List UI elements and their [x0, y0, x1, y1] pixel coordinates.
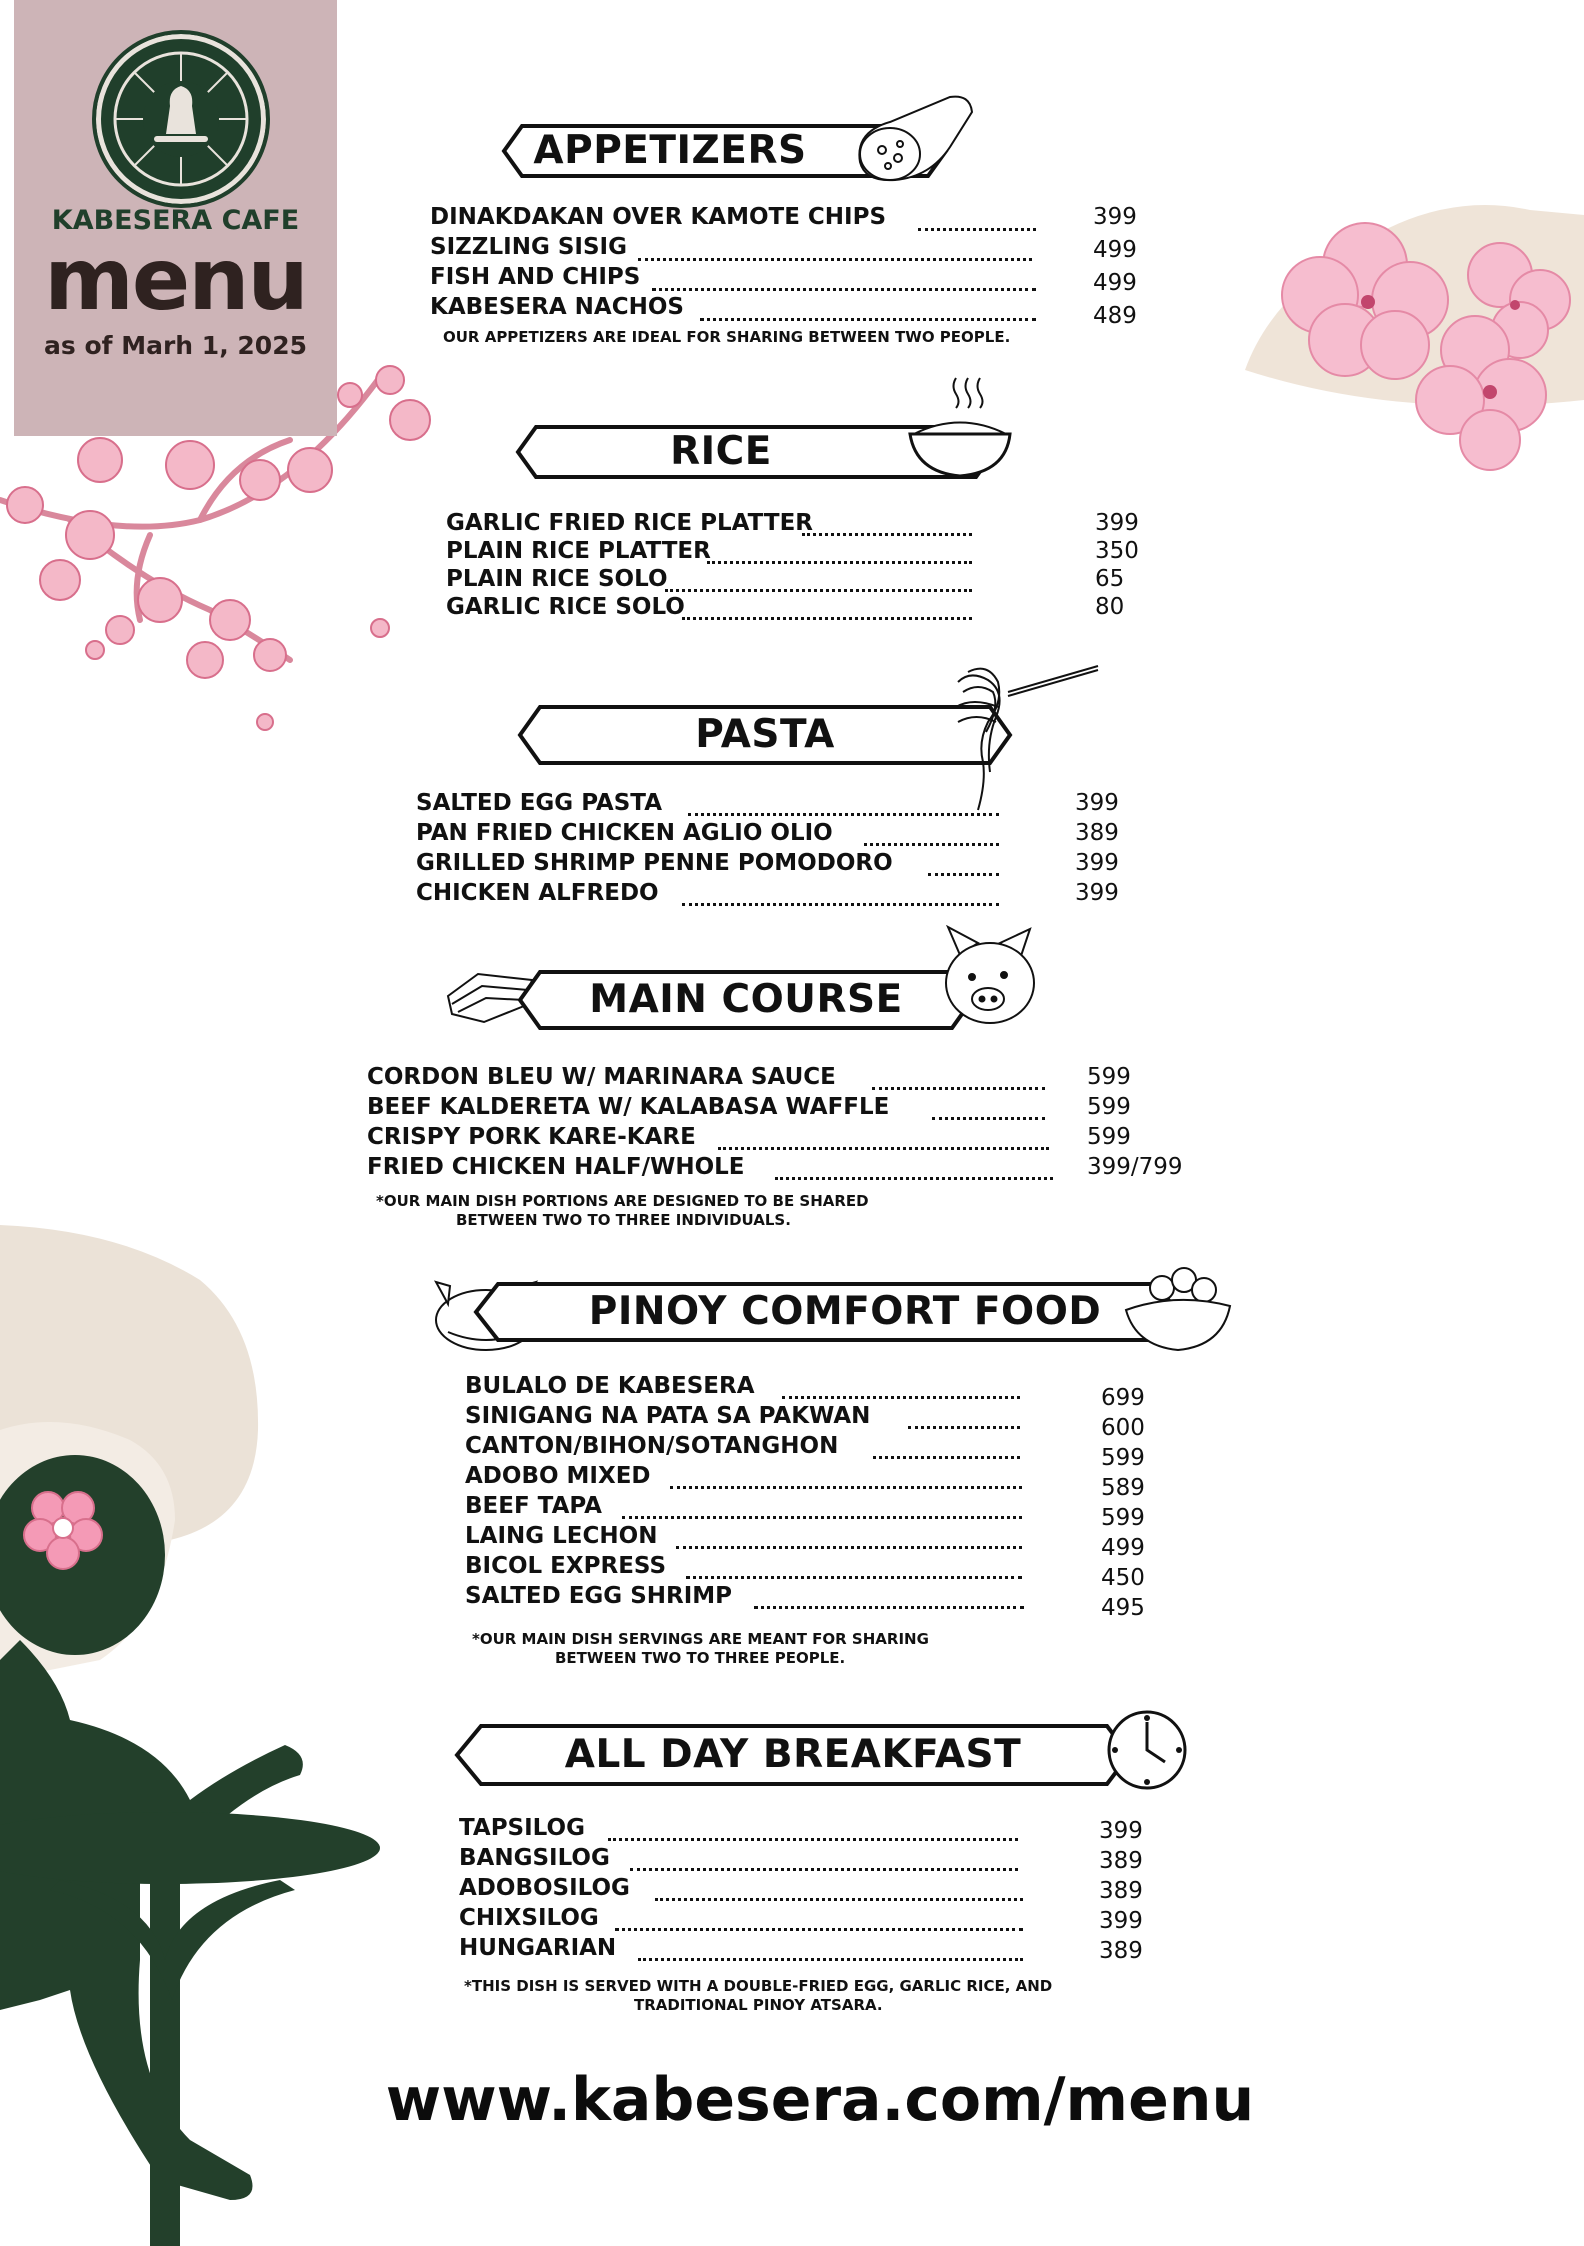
menu-item-name: CHICKEN ALFREDO	[416, 880, 659, 906]
pasta-title: PASTA	[695, 712, 835, 757]
pinoy-note-line-1: *OUR MAIN DISH SERVINGS ARE MEANT FOR SHARING	[472, 1630, 929, 1648]
menu-item-price: 399	[1075, 850, 1119, 876]
dot-leader	[908, 1426, 1020, 1429]
dot-leader	[707, 561, 972, 564]
dot-leader	[682, 903, 999, 906]
menu-item-price: 350	[1095, 538, 1139, 564]
menu-item-name: PLAIN RICE SOLO	[446, 566, 668, 592]
menu-item-price: 65	[1095, 566, 1125, 592]
appetizers-note: OUR APPETIZERS ARE IDEAL FOR SHARING BETWEEN TWO PEOPLE.	[443, 328, 1011, 346]
breakfast-banner	[455, 1724, 1131, 1786]
menu-item-name: SINIGANG NA PATA SA PAKWAN	[465, 1403, 871, 1429]
menu-item-price: 499	[1101, 1535, 1145, 1561]
menu-item-name: FRIED CHICKEN HALF/WHOLE	[367, 1154, 745, 1180]
dot-leader	[932, 1117, 1045, 1120]
menu-item-price: 399	[1095, 510, 1139, 536]
cafe-logo	[92, 30, 270, 208]
menu-heading: menu	[44, 230, 307, 330]
menu-item-name: BEEF TAPA	[465, 1493, 602, 1519]
pinoy-note-line-2: BETWEEN TWO TO THREE PEOPLE.	[555, 1649, 846, 1667]
menu-item-price: 399	[1099, 1818, 1143, 1844]
burrito-icon	[850, 92, 975, 184]
dot-leader	[754, 1606, 1024, 1609]
dot-leader	[682, 617, 972, 620]
menu-item-price: 389	[1099, 1938, 1143, 1964]
menu-item-price: 589	[1101, 1475, 1145, 1501]
menu-item-name: SALTED EGG SHRIMP	[465, 1583, 733, 1609]
menu-item-price: 399	[1093, 204, 1137, 230]
pinoy-banner	[474, 1282, 1180, 1342]
dot-leader	[872, 1087, 1045, 1090]
menu-item-price: 450	[1101, 1565, 1145, 1591]
menu-item-price: 399	[1075, 790, 1119, 816]
menu-item-name: DINAKDAKAN OVER KAMOTE CHIPS	[430, 204, 887, 230]
dot-leader	[782, 1396, 1020, 1399]
menu-item-price: 599	[1087, 1124, 1131, 1150]
menu-item-name: ADOBO MIXED	[465, 1463, 651, 1489]
dot-leader	[622, 1516, 1022, 1519]
menu-item-price: 399	[1075, 880, 1119, 906]
menu-date: as of Marh 1, 2025	[44, 331, 307, 360]
menu-item-name: CANTON/BIHON/SOTANGHON	[465, 1433, 839, 1459]
dot-leader	[670, 1486, 1022, 1489]
dot-leader	[676, 1546, 1022, 1549]
menu-item-price: 389	[1099, 1848, 1143, 1874]
menu-item-name: CHIXSILOG	[459, 1905, 599, 1931]
menu-item-name: BANGSILOG	[459, 1845, 610, 1871]
menu-item-name: CRISPY PORK KARE-KARE	[367, 1124, 696, 1150]
menu-item-name: BICOL EXPRESS	[465, 1553, 667, 1579]
menu-item-name: KABESERA NACHOS	[430, 294, 684, 320]
dot-leader	[688, 813, 999, 816]
menu-item-price: 599	[1087, 1094, 1131, 1120]
menu-item-price: 599	[1087, 1064, 1131, 1090]
dot-leader	[652, 288, 1036, 291]
menu-item-price: 495	[1101, 1595, 1145, 1621]
breakfast-note-line-2: TRADITIONAL PINOY ATSARA.	[634, 1996, 883, 2014]
dot-leader	[700, 318, 1036, 321]
menu-item-name: TAPSILOG	[459, 1815, 585, 1841]
rice-bowl-icon	[906, 376, 1014, 482]
pasta-banner	[518, 705, 1012, 765]
breakfast-note-line-1: *THIS DISH IS SERVED WITH A DOUBLE-FRIED EGG, GARLIC RICE, AND	[464, 1977, 1053, 1995]
dot-leader	[615, 1928, 1023, 1931]
pinoy-title: PINOY COMFORT FOOD	[588, 1289, 1102, 1334]
menu-item-name: GARLIC RICE SOLO	[446, 594, 685, 620]
menu-item-name: SALTED EGG PASTA	[416, 790, 663, 816]
main-course-note-line-2: BETWEEN TWO TO THREE INDIVIDUALS.	[456, 1211, 791, 1229]
dot-leader	[718, 1147, 1049, 1150]
website-url: www.kabesera.com/menu	[385, 2065, 1255, 2135]
dot-leader	[638, 1958, 1023, 1961]
menu-item-name: GRILLED SHRIMP PENNE POMODORO	[416, 850, 893, 876]
main-course-title: MAIN COURSE	[589, 977, 903, 1022]
breakfast-title: ALL DAY BREAKFAST	[564, 1732, 1022, 1777]
menu-item-name: PAN FRIED CHICKEN AGLIO OLIO	[416, 820, 833, 846]
menu-item-price: 499	[1093, 270, 1137, 296]
dot-leader	[686, 1576, 1022, 1579]
menu-item-name: BULALO DE KABESERA	[465, 1373, 755, 1399]
menu-item-name: FISH AND CHIPS	[430, 264, 641, 290]
dot-leader	[630, 1868, 1018, 1871]
brand-name: KABESERA CAFE	[51, 205, 300, 236]
menu-item-name: BEEF KALDERETA W/ KALABASA WAFFLE	[367, 1094, 890, 1120]
menu-item-price: 389	[1099, 1878, 1143, 1904]
dot-leader	[918, 228, 1036, 231]
main-course-note-line-1: *OUR MAIN DISH PORTIONS ARE DESIGNED TO BE SHARED	[376, 1192, 869, 1210]
menu-item-name: HUNGARIAN	[459, 1935, 617, 1961]
main-course-banner	[518, 970, 974, 1030]
menu-item-price: 489	[1093, 303, 1137, 329]
dot-leader	[655, 1898, 1023, 1901]
salad-bowl-icon	[1122, 1262, 1234, 1354]
clock-icon	[1103, 1706, 1191, 1794]
menu-item-name: LAING LECHON	[465, 1523, 658, 1549]
dot-leader	[608, 1838, 1018, 1841]
menu-item-name: GARLIC FRIED RICE PLATTER	[446, 510, 814, 536]
menu-item-name: PLAIN RICE PLATTER	[446, 538, 711, 564]
menu-item-price: 599	[1101, 1445, 1145, 1471]
dot-leader	[638, 258, 1032, 261]
menu-item-price: 599	[1101, 1505, 1145, 1531]
menu-item-price: 399/799	[1087, 1154, 1183, 1180]
dot-leader	[775, 1177, 1053, 1180]
menu-item-price: 399	[1099, 1908, 1143, 1934]
woman-silhouette	[0, 1455, 380, 2246]
dot-leader	[665, 589, 972, 592]
menu-item-price: 499	[1093, 237, 1137, 263]
menu-item-name: CORDON BLEU W/ MARINARA SAUCE	[367, 1064, 836, 1090]
menu-item-price: 389	[1075, 820, 1119, 846]
rice-title: RICE	[670, 429, 772, 474]
menu-item-name: SIZZLING SISIG	[430, 234, 627, 260]
dot-leader	[873, 1456, 1020, 1459]
dot-leader	[864, 843, 999, 846]
appetizers-title: APPETIZERS	[533, 128, 807, 173]
dot-leader	[802, 533, 972, 536]
menu-item-price: 600	[1101, 1415, 1145, 1441]
menu-item-name: ADOBOSILOG	[459, 1875, 630, 1901]
dot-leader	[928, 873, 999, 876]
menu-item-price: 80	[1095, 594, 1125, 620]
pig-icon	[940, 925, 1045, 1035]
menu-item-price: 699	[1101, 1385, 1145, 1411]
